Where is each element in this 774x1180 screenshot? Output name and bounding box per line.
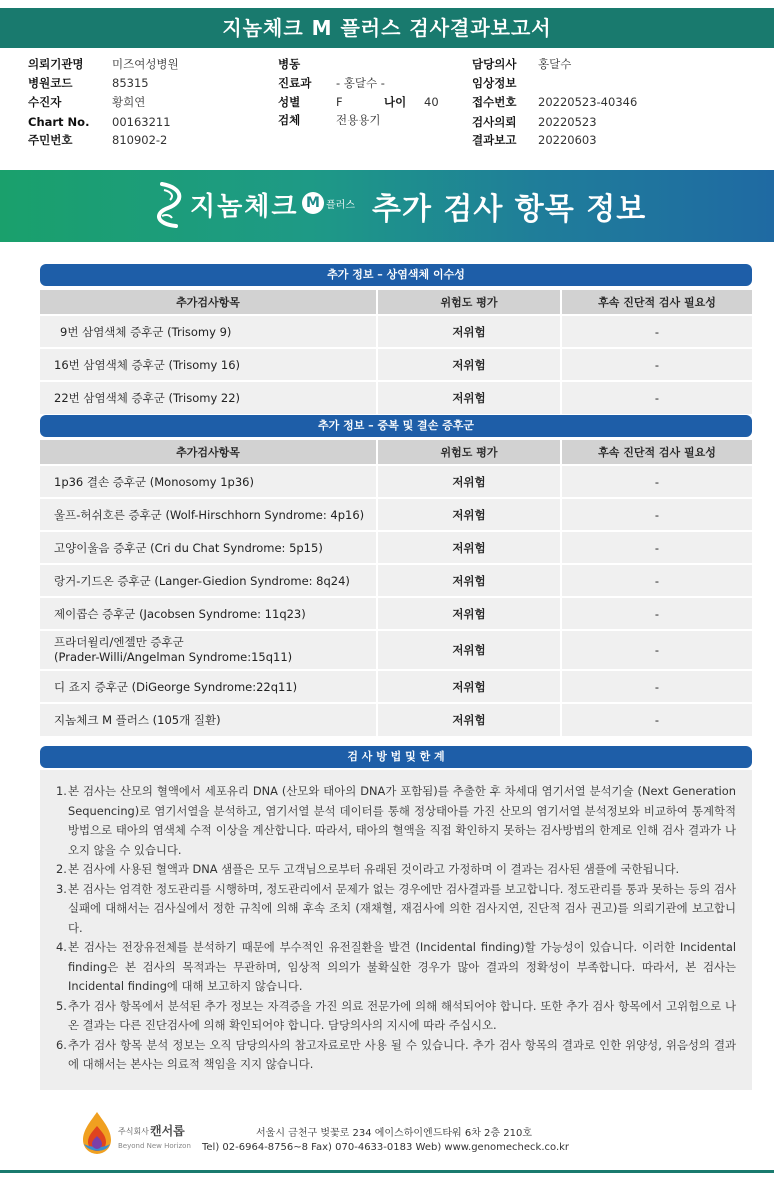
m-mark-icon: M [302, 192, 324, 214]
test-item: 16번 삼염색체 증후군 (Trisomy 16) [40, 348, 377, 381]
followup-value: - [561, 670, 752, 703]
test-item: 1p36 결손 증후군 (Monosomy 1p36) [40, 465, 377, 498]
info-row [0, 132, 774, 149]
table-row [40, 703, 752, 736]
info-value: 미즈여성병원 [112, 57, 179, 71]
aneuploidy-table [40, 290, 752, 414]
info-label: 수진자 [28, 95, 62, 109]
table-row [40, 348, 752, 381]
info-label: 병동 [278, 57, 301, 71]
age-value: 40 [424, 95, 439, 109]
info-label: 담당의사 [472, 57, 517, 71]
followup-value: - [561, 315, 752, 348]
info-row [0, 56, 774, 73]
column-header: 추가검사항목 [40, 290, 377, 315]
followup-value: - [561, 597, 752, 630]
followup-value: - [561, 498, 752, 531]
info-value: 홍달수 [538, 57, 572, 71]
table-header-row [40, 440, 752, 465]
info-label: 검사의뢰 [472, 115, 517, 129]
risk-value: 저위험 [377, 315, 561, 348]
risk-value: 저위험 [377, 531, 561, 564]
followup-value: - [561, 630, 752, 670]
patient-info [0, 56, 774, 160]
test-item: 22번 삼염색체 증후군 (Trisomy 22) [40, 381, 377, 414]
bottom-rule [0, 1170, 774, 1173]
info-label: 성별 [278, 95, 301, 109]
info-row [0, 94, 774, 111]
age-label: 나이 [384, 95, 407, 109]
risk-value: 저위험 [377, 348, 561, 381]
table-row [40, 670, 752, 703]
table-header-row [40, 290, 752, 315]
followup-value: - [561, 465, 752, 498]
risk-value: 저위험 [377, 381, 561, 414]
followup-value: - [561, 531, 752, 564]
column-header: 추가검사항목 [40, 440, 377, 465]
info-label: 접수번호 [472, 95, 517, 109]
banner-heading: 추가 검사 항목 정보 [372, 192, 647, 227]
note-text: 본 검사에 사용된 혈액과 DNA 샘플은 모두 고객님으로부터 유래된 것이라고 가정하며 이 결과는 검사된 샘플에 국한됩니다. [68, 862, 680, 876]
info-value: 전용용기 [336, 113, 381, 127]
test-item: 고양이울음 증후군 (Cri du Chat Syndrome: 5p15) [40, 531, 377, 564]
test-item-line: 프라더윌리/엔젤만 증후군 [54, 635, 184, 649]
risk-value: 저위험 [377, 498, 561, 531]
info-label: 결과보고 [472, 133, 517, 147]
note-text: 본 검사는 산모의 혈액에서 세포유리 DNA (산모와 태아의 DNA가 포함됨)를 추출한 후 차세대 염기서열 분석기술 (Next Generation Sequencing)로 염기서열을 분석하고, 염기서열 분석 데이터를 통해 정상태아를 가진 산모의 염기서열 분석정보와 비교하여 통계학적 방법으로 태아의 염색체 수적 이상을 계산합니다. 따라서, 태아의 혈액을 직접 확인하지 못하는 검사방법의 한계로 인해 검사 결과가 나오지 않을 수 있습니다. [68, 784, 736, 857]
risk-value: 저위험 [377, 465, 561, 498]
table-row [40, 381, 752, 414]
info-value: 20220603 [538, 133, 597, 147]
column-header: 후속 진단적 검사 필요성 [561, 290, 752, 315]
table-row [40, 597, 752, 630]
note-text: 추가 검사 항목에서 분석된 추가 정보는 자격증을 가진 의료 전문가에 의해 해석되어야 합니다. 또한 추가 검사 항목에서 고위험으로 나온 결과는 다른 진단검사에 의해 확인되어야 합니다. 담당의사의 지시에 따라 주십시오. [68, 998, 736, 1032]
column-header: 위험도 평가 [377, 290, 561, 315]
company-address: 서울시 금천구 벚꽃로 234 에이스하이엔드타워 6차 2층 210호 [256, 1128, 533, 1139]
test-item: 디 죠지 증후군 (DiGeorge Syndrome:22q11) [40, 670, 377, 703]
note-item: 3. 본 검사는 엄격한 정도관리를 시행하며, 정도관리에서 문제가 없는 경우에만 검사결과를 보고합니다. 정도관리를 통과 못하는 등의 검사실패에 대해서는 검사실에서 정한 규칙에 의해 후속 조치 (재채혈, 재검사에 의한 검사지연, 진단적 검사 권고)를 의뢰기관에 보고합니다. [56, 881, 736, 935]
info-value: F [336, 95, 343, 109]
info-value: 85315 [112, 76, 149, 90]
risk-value: 저위험 [377, 703, 561, 736]
corp-prefix: 주식회사 [118, 1127, 149, 1136]
test-item: 울프-허쉬호른 증후군 (Wolf-Hirschhorn Syndrome: 4p16) [40, 498, 377, 531]
note-text: 본 검사는 엄격한 정도관리를 시행하며, 정도관리에서 문제가 없는 경우에만 검사결과를 보고합니다. 정도관리를 통과 못하는 등의 검사실패에 대해서는 검사실에서 정한 규칙에 의해 후속 조치 (재채혈, 재검사에 의한 검사지연, 진단적 검사 권고)를 의뢰기관에 보고합니다. [68, 881, 736, 935]
risk-value: 저위험 [377, 630, 561, 670]
risk-value: 저위험 [377, 597, 561, 630]
table-row [40, 564, 752, 597]
info-value: 20220523 [538, 115, 597, 129]
test-item: 9번 삼염색체 증후군 (Trisomy 9) [40, 315, 377, 348]
table-row [40, 498, 752, 531]
section-title-aneuploidy: 추가 정보 – 상염색체 이수성 [40, 264, 752, 286]
column-header: 위험도 평가 [377, 440, 561, 465]
info-row [0, 114, 774, 131]
info-value: 00163211 [112, 115, 171, 129]
note-item: 2. 본 검사에 사용된 혈액과 DNA 샘플은 모두 고객님으로부터 유래된 것이라고 가정하며 이 결과는 검사된 샘플에 국한됩니다. [56, 862, 680, 876]
test-item: 제이콥슨 증후군 (Jacobsen Syndrome: 11q23) [40, 597, 377, 630]
table-row [40, 531, 752, 564]
footer [0, 1100, 774, 1180]
company-logo-icon [80, 1108, 114, 1158]
method-notes [40, 770, 752, 1090]
info-label: 병원코드 [28, 76, 73, 90]
test-item-line: (Prader-Willi/Angelman Syndrome:15q11) [54, 650, 293, 664]
section-title-method: 검 사 방 법 및 한 계 [40, 746, 752, 768]
corp-slogan: Beyond New Horizon [118, 1142, 191, 1150]
table-row [40, 315, 752, 348]
note-item: 1. 본 검사는 산모의 혈액에서 세포유리 DNA (산모와 태아의 DNA가 포함됨)를 추출한 후 차세대 염기서열 분석기술 (Next Generation Sequencing)로 염기서열을 분석하고, 염기서열 분석 데이터를 통해 정상태아를 가진 산모의 염기서열 분석정보와 비교하여 통계학적 방법으로 태아의 염색체 수적 이상을 계산합니다. 따라서, 태아의 혈액을 직접 확인하지 못하는 검사방법의 한계로 인해 검사 결과가 나오지 않을 수 있습니다. [56, 784, 736, 857]
followup-value: - [561, 348, 752, 381]
test-item [40, 630, 377, 670]
dna-logo-icon [150, 180, 190, 230]
note-text: 추가 검사 항목 분석 정보는 오직 담당의사의 참고자료로만 사용 될 수 있습니다. 추가 검사 항목의 결과로 인한 위양성, 위음성의 결과에 대해서는 본사는 의료적 책임을 지지 않습니다. [68, 1037, 736, 1071]
risk-value: 저위험 [377, 670, 561, 703]
test-item: 지놈체크 M 플러스 (105개 질환) [40, 703, 377, 736]
banner [0, 170, 774, 242]
test-item: 랑거-기드온 증후군 (Langer-Giedion Syndrome: 8q24) [40, 564, 377, 597]
note-item: 5. 추가 검사 항목에서 분석된 추가 정보는 자격증을 가진 의료 전문가에 의해 해석되어야 합니다. 또한 추가 검사 항목에서 고위험으로 나온 결과는 다른 진단검사에 의해 확인되어야 합니다. 담당의사의 지시에 따라 주십시오. [56, 998, 736, 1032]
info-label: 주민번호 [28, 133, 73, 147]
note-text: 본 검사는 전장유전체를 분석하기 때문에 부수적인 유전질환을 발견 (Incidental finding)할 가능성이 있습니다. 이러한 Incidental finding은 본 검사의 목적과는 무관하며, 임상적 의의가 불확실한 경우가 많아 결과의 정확성이 부족합니다. 따라서, 본 검사는 Incidental finding에 대해 보고하지 않습니다. [68, 940, 736, 993]
brand-plus: 플러스 [326, 200, 355, 211]
note-item: 4. 본 검사는 전장유전체를 분석하기 때문에 부수적인 유전질환을 발견 (Incidental finding)할 가능성이 있습니다. 이러한 Incidental finding은 본 검사의 목적과는 무관하며, 임상적 의의가 불확실한 경우가 많아 결과의 정확성이 부족합니다. 따라서, 본 검사는 Incidental finding에 대해 보고하지 않습니다. [56, 940, 736, 993]
section-title-deletion: 추가 정보 – 중복 및 결손 증후군 [40, 415, 752, 437]
table-row [40, 630, 752, 670]
brand-name: 지놈체크 [190, 192, 299, 222]
info-row [0, 75, 774, 92]
company-contact: Tel) 02-6964-8756~8 Fax) 070-4633-0183 Web) www.genomecheck.co.kr [202, 1142, 570, 1153]
info-value: 20220523-40346 [538, 95, 638, 109]
followup-value: - [561, 564, 752, 597]
table-row [40, 465, 752, 498]
info-label: 진료과 [278, 76, 312, 90]
info-label: 임상정보 [472, 76, 517, 90]
note-item: 6. 추가 검사 항목 분석 정보는 오직 담당의사의 참고자료로만 사용 될 수 있습니다. 추가 검사 항목의 결과로 인한 위양성, 위음성의 결과에 대해서는 본사는 의료적 책임을 지지 않습니다. [56, 1037, 736, 1071]
followup-value: - [561, 381, 752, 414]
corp-name: 캔서롭 [150, 1124, 185, 1138]
risk-value: 저위험 [377, 564, 561, 597]
info-value: 810902-2 [112, 133, 168, 147]
followup-value: - [561, 703, 752, 736]
info-value: 황희연 [112, 95, 146, 109]
info-label: 검체 [278, 113, 301, 127]
report-title: 지놈체크 M 플러스 검사결과보고서 [0, 8, 774, 48]
deletion-table [40, 440, 752, 736]
info-label: Chart No. [28, 115, 90, 129]
info-label: 의뢰기관명 [28, 57, 84, 71]
info-value: - 홍달수 - [336, 76, 385, 90]
column-header: 후속 진단적 검사 필요성 [561, 440, 752, 465]
